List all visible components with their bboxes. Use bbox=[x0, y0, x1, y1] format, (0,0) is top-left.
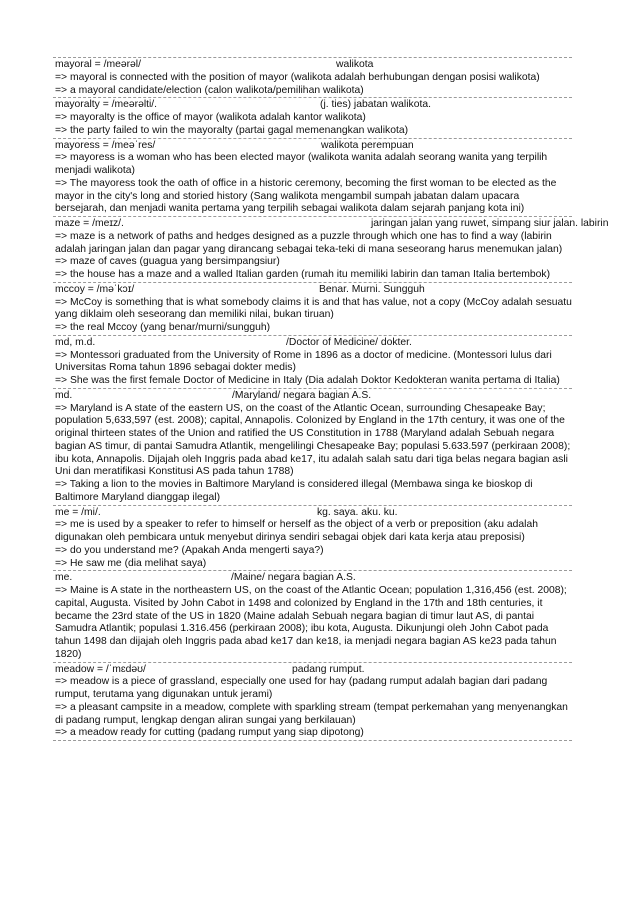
entry-mccoy bbox=[53, 283, 572, 336]
entry-term: meadow = /ˈmɛdəʊ/ bbox=[55, 663, 146, 675]
entry-maze bbox=[53, 217, 609, 283]
entry-head bbox=[55, 390, 572, 403]
entry-line: => meadow is a piece of grassland, especially one used for hay (padang rumput adalah bagian dari padang rumput, terutama yang digunakan untuk jerami) bbox=[55, 676, 548, 700]
entry-meaning: (j. ties) jabatan walikota. bbox=[320, 99, 431, 111]
entry-line: => a mayoral candidate/election (calon walikota/pemilihan walikota) bbox=[55, 84, 364, 96]
entry-line: => the house has a maze and a walled Italian garden (rumah itu memiliki labirin dan taman Italia bertembok) bbox=[55, 269, 551, 280]
entry-meaning: walikota bbox=[336, 59, 374, 70]
dictionary-sheet bbox=[53, 57, 609, 741]
entry-head bbox=[55, 59, 572, 72]
entry-head bbox=[55, 572, 572, 585]
entry-line: => mayoralty is the office of mayor (walikota adalah kantor walikota) bbox=[55, 112, 366, 123]
entry-head bbox=[55, 218, 609, 231]
entry-line: => He saw me (dia melihat saya) bbox=[55, 557, 207, 569]
entry-me-maine bbox=[53, 571, 572, 662]
entry-head bbox=[55, 664, 572, 677]
entry-meaning: /Doctor of Medicine/ dokter. bbox=[286, 336, 412, 348]
entry-head bbox=[55, 507, 572, 520]
entry-line: => mayoress is a woman who has been elected mayor (walikota wanita adalah seorang wanita yang terpilih menjadi walikota) bbox=[55, 152, 548, 176]
entry-term: mayoralty = /meərəlti/. bbox=[55, 99, 158, 111]
entry-mayoral bbox=[53, 58, 572, 98]
entry-meaning: Benar. Murni. Sungguh bbox=[319, 283, 425, 295]
entry-term: me = /mi/. bbox=[55, 506, 101, 518]
entry-term: mccoy = /məˈkɔɪ/ bbox=[55, 283, 135, 295]
entry-term: md. bbox=[55, 389, 73, 401]
entry-line: => the real Mccoy (yang benar/murni/sungguh) bbox=[55, 322, 271, 333]
entry-line: => do you understand me? (Apakah Anda mengerti saya?) bbox=[55, 544, 324, 556]
entry-line: => The mayoress took the oath of office in a historic ceremony, becoming the first woman to be elected as the mayor in the city's long and storied history (Sang walikota mengambil sumpah jabatan dalam upacara bersejarah, dan menjadi wanita pertama yang terpilih sebagai walikota dalam sejarah panjang kota ini) bbox=[55, 177, 557, 215]
entry-line: => Montessori graduated from the University of Rome in 1896 as a doctor of medicine. (Montessori lulus dari Universitas Roma tahun 1896 sebagai dokter medis) bbox=[55, 349, 552, 374]
entry-meaning: kg. saya. aku. ku. bbox=[317, 506, 398, 518]
entry-md bbox=[53, 336, 572, 389]
entry-meaning: jaringan jalan yang ruwet, simpang siur jalan. labirin bbox=[371, 218, 609, 229]
entry-term: me. bbox=[55, 572, 73, 584]
entry-line: => McCoy is something that is what somebody claims it is and that has value, not a copy (McCoy adalah sesuatu yang diklaim oleh seseorang dan memiliki nilai, bukan tiruan) bbox=[55, 296, 572, 321]
entry-meaning: padang rumput. bbox=[292, 663, 365, 675]
entry-line: => mayoral is connected with the position of mayor (walikota adalah berhubungan dengan posisi walikota) bbox=[55, 71, 540, 83]
entry-head bbox=[55, 140, 572, 153]
entry-mayoralty bbox=[53, 98, 572, 138]
entry-line: => a pleasant campsite in a meadow, complete with sparkling stream (tempat perkemahan yang menyenangkan di padang rumput, lengkap dengan aliran sungai yang berkilauan) bbox=[55, 701, 568, 726]
entry-term: md, m.d. bbox=[55, 336, 96, 348]
entry-line: => maze is a network of paths and hedges designed as a puzzle through which one has to find a way (labirin adalah jaringan jalan dan pagar yang dirancang sebagai teka-teki di mana seseorang harus menemukan jalan) bbox=[55, 230, 563, 255]
entry-meaning: /Maryland/ negara bagian A.S. bbox=[232, 389, 372, 401]
entry-me bbox=[53, 506, 572, 572]
entry-line: => the party failed to win the mayoralty (partai gagal memenangkan walikota) bbox=[55, 124, 409, 136]
entry-meadow bbox=[53, 663, 572, 742]
entry-meaning: /Maine/ negara bagian A.S. bbox=[231, 572, 356, 584]
entry-term: maze = /meɪz/. bbox=[55, 218, 124, 229]
entry-head bbox=[55, 284, 572, 297]
entry-term: mayoral = /meərəl/ bbox=[55, 59, 141, 70]
entry-line: => me is used by a speaker to refer to himself or herself as the object of a verb or preposition (aku adalah digunakan oleh pembicara untuk menyebut dirinya sendiri sebagai objek dari kata kerja atau preposisi) bbox=[55, 519, 538, 543]
entry-head bbox=[55, 99, 572, 112]
entry-mayoress bbox=[53, 139, 572, 218]
entry-line: => She was the first female Doctor of Medicine in Italy (Dia adalah Doktor Kedokteran wanita pertama di Italia) bbox=[55, 375, 560, 386]
entry-line: => maze of caves (guagua yang bersimpangsiur) bbox=[55, 256, 280, 268]
entry-md-maryland bbox=[53, 389, 572, 506]
entry-term: mayoress = /meəˈres/ bbox=[55, 139, 156, 151]
entry-meaning: walikota perempuan bbox=[321, 139, 414, 151]
entry-line: => Maryland is A state of the eastern US, on the coast of the Atlantic Ocean, surrounding Chesapeake Bay; population 5,633,597 (est. 2008); capital, Annapolis. Colonized by England in the 17th century, it was one of the original thirteen states of the Union and ratified the US Constitution in 1788 (Maryland adalah Sebuah negara bagian AS timur, di pantai Samudra Atlantik, mengelilingi Chesapeake Bay; populasi 5.633.597 (perkiraan 2008); ibu kota, Annapolis. Dijajah oleh Inggris pada abad ke17, itu adalah salah satu dari tiga belas negara bagian asli Uni dan meratifikasi Konstitusi AS pada tahun 1788) bbox=[55, 402, 571, 478]
entry-line: => Taking a lion to the movies in Baltimore Maryland is considered illegal (Membawa singa ke bioskop di Baltimore Maryland dianggap ilegal) bbox=[55, 479, 533, 503]
entry-line: => a meadow ready for cutting (padang rumput yang siap dipotong) bbox=[55, 727, 364, 739]
entry-line: => Maine is A state in the northeastern US, on the coast of the Atlantic Ocean; population 1,316,456 (est. 2008); capital, Augusta. Visited by John Cabot in 1498 and colonized by England in the 17th and 18th centuries, it became the 23rd state of the US in 1820 (Maine adalah Sebuah negara bagian di timur laut AS, di pantai Samudra Atlantik; populasi 1.316.456 (perkiraan 2008); ibu kota, Augusta. Dikunjungi oleh John Cabot pada tahun 1498 dan dijajah oleh Inggris pada abad ke17 dan ke18, ia menjadi negara bagian AS ke23 pada tahun 1820) bbox=[55, 585, 567, 660]
entry-head bbox=[55, 337, 572, 350]
